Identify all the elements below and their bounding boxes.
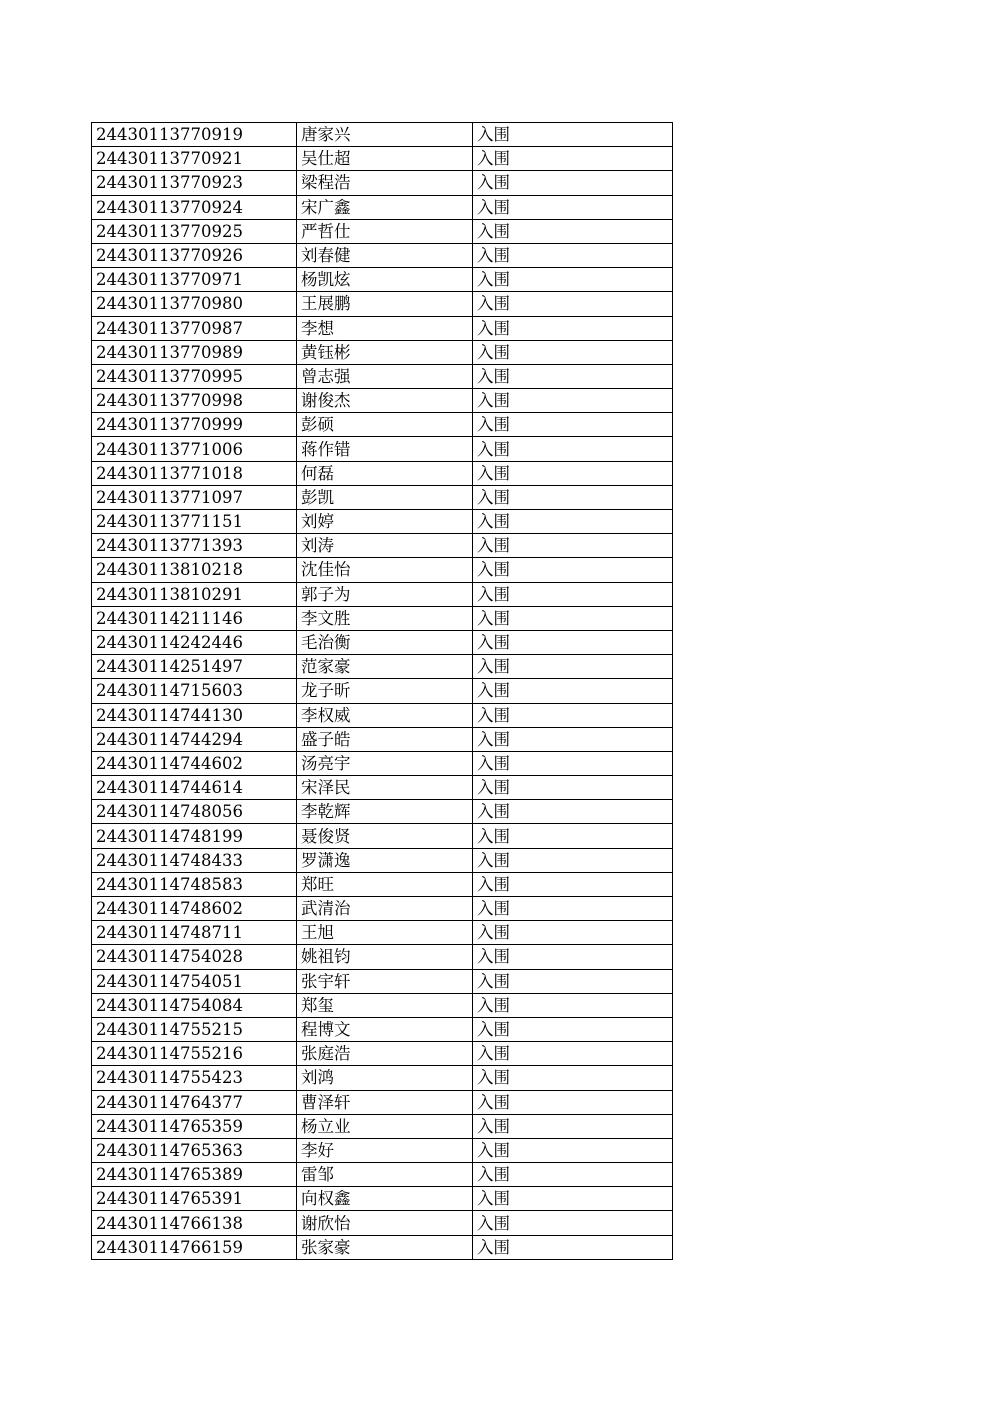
table-row [92, 461, 673, 485]
candidate-id-cell: 24430114744130 [92, 703, 297, 727]
candidate-id-cell: 24430114764377 [92, 1090, 297, 1114]
candidate-id-cell: 24430114766159 [92, 1235, 297, 1259]
status-cell: 入围 [473, 1235, 673, 1259]
candidate-name-cell: 李乾辉 [297, 800, 473, 824]
candidate-id-cell: 24430113770925 [92, 219, 297, 243]
status-cell: 入围 [473, 437, 673, 461]
candidate-id-cell: 24430114744602 [92, 751, 297, 775]
table-row [92, 1066, 673, 1090]
table-row [92, 243, 673, 267]
table-row [92, 848, 673, 872]
table-row [92, 123, 673, 147]
candidate-name-cell: 龙子昕 [297, 679, 473, 703]
candidate-name-cell: 张家豪 [297, 1235, 473, 1259]
table-row [92, 195, 673, 219]
candidate-id-cell: 24430113770924 [92, 195, 297, 219]
candidate-id-cell: 24430114744294 [92, 727, 297, 751]
candidate-name-cell: 宋广鑫 [297, 195, 473, 219]
table-row [92, 1017, 673, 1041]
status-cell: 入围 [473, 485, 673, 509]
table-row [92, 268, 673, 292]
table-row [92, 1235, 673, 1259]
candidate-name-cell: 严哲仕 [297, 219, 473, 243]
candidate-name-cell: 何磊 [297, 461, 473, 485]
table-row [92, 316, 673, 340]
table-row [92, 171, 673, 195]
status-cell: 入围 [473, 1017, 673, 1041]
candidate-name-cell: 武清治 [297, 897, 473, 921]
candidate-name-cell: 杨凯炫 [297, 268, 473, 292]
table-row [92, 655, 673, 679]
table-row [92, 147, 673, 171]
table-row [92, 630, 673, 654]
table-row [92, 800, 673, 824]
status-cell: 入围 [473, 534, 673, 558]
table-row [92, 292, 673, 316]
table-row [92, 824, 673, 848]
candidate-id-cell: 24430113770998 [92, 389, 297, 413]
table-row [92, 437, 673, 461]
status-cell: 入围 [473, 969, 673, 993]
status-cell: 入围 [473, 1114, 673, 1138]
candidate-name-cell: 张庭浩 [297, 1042, 473, 1066]
table-row [92, 703, 673, 727]
table-row [92, 1163, 673, 1187]
status-cell: 入围 [473, 776, 673, 800]
candidate-name-cell: 沈佳怡 [297, 558, 473, 582]
table-row [92, 413, 673, 437]
candidate-id-cell: 24430114748711 [92, 921, 297, 945]
candidate-id-cell: 24430114765391 [92, 1187, 297, 1211]
table-row [92, 485, 673, 509]
status-cell: 入围 [473, 1138, 673, 1162]
status-cell: 入围 [473, 824, 673, 848]
status-cell: 入围 [473, 1211, 673, 1235]
status-cell: 入围 [473, 703, 673, 727]
candidate-name-cell: 郭子为 [297, 582, 473, 606]
status-cell: 入围 [473, 921, 673, 945]
candidate-name-cell: 谢俊杰 [297, 389, 473, 413]
candidate-name-cell: 刘鸿 [297, 1066, 473, 1090]
candidate-name-cell: 蒋作错 [297, 437, 473, 461]
candidate-id-cell: 24430114748602 [92, 897, 297, 921]
table-row [92, 606, 673, 630]
candidate-name-cell: 唐家兴 [297, 123, 473, 147]
candidate-id-cell: 24430113770995 [92, 364, 297, 388]
candidate-id-cell: 24430113770971 [92, 268, 297, 292]
status-cell: 入围 [473, 606, 673, 630]
candidate-id-cell: 24430114755215 [92, 1017, 297, 1041]
candidate-name-cell: 郑玺 [297, 993, 473, 1017]
candidate-name-cell: 谢欣怡 [297, 1211, 473, 1235]
candidate-name-cell: 程博文 [297, 1017, 473, 1041]
status-cell: 入围 [473, 1066, 673, 1090]
candidate-id-cell: 24430114754051 [92, 969, 297, 993]
candidate-id-cell: 24430114251497 [92, 655, 297, 679]
candidate-id-cell: 24430113770926 [92, 243, 297, 267]
candidate-id-cell: 24430113810291 [92, 582, 297, 606]
status-cell: 入围 [473, 340, 673, 364]
status-cell: 入围 [473, 364, 673, 388]
candidate-id-cell: 24430114766138 [92, 1211, 297, 1235]
candidate-name-cell: 彭凯 [297, 485, 473, 509]
table-row [92, 679, 673, 703]
table-row [92, 389, 673, 413]
candidate-name-cell: 郑旺 [297, 872, 473, 896]
candidate-name-cell: 刘春健 [297, 243, 473, 267]
candidate-name-cell: 曾志强 [297, 364, 473, 388]
table-row [92, 534, 673, 558]
status-cell: 入围 [473, 123, 673, 147]
candidate-id-cell: 24430114755423 [92, 1066, 297, 1090]
candidate-name-cell: 彭硕 [297, 413, 473, 437]
table-row [92, 510, 673, 534]
status-cell: 入围 [473, 727, 673, 751]
table-row [92, 364, 673, 388]
candidate-id-cell: 24430114748199 [92, 824, 297, 848]
status-cell: 入围 [473, 147, 673, 171]
table-body [92, 123, 673, 1260]
candidate-name-cell: 吴仕超 [297, 147, 473, 171]
candidate-name-cell: 李想 [297, 316, 473, 340]
candidate-id-cell: 24430114755216 [92, 1042, 297, 1066]
table-row [92, 969, 673, 993]
status-cell: 入围 [473, 1187, 673, 1211]
status-cell: 入围 [473, 195, 673, 219]
candidate-name-cell: 姚祖钧 [297, 945, 473, 969]
candidate-id-cell: 24430113770980 [92, 292, 297, 316]
candidate-id-cell: 24430114748056 [92, 800, 297, 824]
candidate-id-cell: 24430114242446 [92, 630, 297, 654]
status-cell: 入围 [473, 510, 673, 534]
status-cell: 入围 [473, 945, 673, 969]
table-row [92, 1114, 673, 1138]
status-cell: 入围 [473, 872, 673, 896]
candidate-name-cell: 刘涛 [297, 534, 473, 558]
candidate-id-cell: 24430113771006 [92, 437, 297, 461]
candidate-id-cell: 24430113770989 [92, 340, 297, 364]
candidate-id-cell: 24430113810218 [92, 558, 297, 582]
table-row [92, 945, 673, 969]
status-cell: 入围 [473, 848, 673, 872]
candidate-id-cell: 24430113770999 [92, 413, 297, 437]
candidate-name-cell: 李权威 [297, 703, 473, 727]
status-cell: 入围 [473, 751, 673, 775]
candidate-id-cell: 24430113771097 [92, 485, 297, 509]
status-cell: 入围 [473, 582, 673, 606]
candidate-name-cell: 黄钰彬 [297, 340, 473, 364]
status-cell: 入围 [473, 1163, 673, 1187]
candidate-id-cell: 24430113771018 [92, 461, 297, 485]
table-row [92, 727, 673, 751]
table-row [92, 921, 673, 945]
candidate-id-cell: 24430114715603 [92, 679, 297, 703]
candidate-name-cell: 李好 [297, 1138, 473, 1162]
status-cell: 入围 [473, 679, 673, 703]
candidate-id-cell: 24430114765363 [92, 1138, 297, 1162]
candidate-id-cell: 24430114765389 [92, 1163, 297, 1187]
candidate-name-cell: 张宇轩 [297, 969, 473, 993]
status-cell: 入围 [473, 1042, 673, 1066]
results-table [91, 122, 673, 1260]
candidate-id-cell: 24430114748433 [92, 848, 297, 872]
table-row [92, 558, 673, 582]
candidate-id-cell: 24430113771151 [92, 510, 297, 534]
candidate-name-cell: 宋泽民 [297, 776, 473, 800]
status-cell: 入围 [473, 655, 673, 679]
candidate-id-cell: 24430114211146 [92, 606, 297, 630]
table-row [92, 219, 673, 243]
candidate-id-cell: 24430113770921 [92, 147, 297, 171]
candidate-name-cell: 聂俊贤 [297, 824, 473, 848]
candidate-name-cell: 杨立业 [297, 1114, 473, 1138]
candidate-id-cell: 24430113770919 [92, 123, 297, 147]
status-cell: 入围 [473, 316, 673, 340]
candidate-id-cell: 24430114754084 [92, 993, 297, 1017]
candidate-id-cell: 24430113770923 [92, 171, 297, 195]
table-row [92, 1187, 673, 1211]
candidate-name-cell: 梁程浩 [297, 171, 473, 195]
candidate-id-cell: 24430114748583 [92, 872, 297, 896]
status-cell: 入围 [473, 292, 673, 316]
table-row [92, 897, 673, 921]
candidate-name-cell: 王旭 [297, 921, 473, 945]
candidate-name-cell: 刘婷 [297, 510, 473, 534]
candidate-name-cell: 汤亮宇 [297, 751, 473, 775]
status-cell: 入围 [473, 1090, 673, 1114]
status-cell: 入围 [473, 171, 673, 195]
candidate-id-cell: 24430114765359 [92, 1114, 297, 1138]
candidate-name-cell: 毛治衡 [297, 630, 473, 654]
table-row [92, 776, 673, 800]
candidate-id-cell: 24430114744614 [92, 776, 297, 800]
table-row [92, 582, 673, 606]
status-cell: 入围 [473, 558, 673, 582]
status-cell: 入围 [473, 800, 673, 824]
candidate-name-cell: 罗潇逸 [297, 848, 473, 872]
status-cell: 入围 [473, 389, 673, 413]
candidate-name-cell: 向权鑫 [297, 1187, 473, 1211]
candidate-id-cell: 24430114754028 [92, 945, 297, 969]
candidate-name-cell: 雷邹 [297, 1163, 473, 1187]
candidate-id-cell: 24430113771393 [92, 534, 297, 558]
table-row [92, 1042, 673, 1066]
candidate-name-cell: 王展鹏 [297, 292, 473, 316]
table-row [92, 872, 673, 896]
status-cell: 入围 [473, 219, 673, 243]
status-cell: 入围 [473, 630, 673, 654]
table-row [92, 1090, 673, 1114]
candidate-name-cell: 曹泽轩 [297, 1090, 473, 1114]
table-row [92, 1211, 673, 1235]
table-row [92, 340, 673, 364]
status-cell: 入围 [473, 413, 673, 437]
table-row [92, 751, 673, 775]
table-row [92, 993, 673, 1017]
status-cell: 入围 [473, 461, 673, 485]
candidate-name-cell: 李文胜 [297, 606, 473, 630]
status-cell: 入围 [473, 993, 673, 1017]
candidate-id-cell: 24430113770987 [92, 316, 297, 340]
table-row [92, 1138, 673, 1162]
candidate-name-cell: 盛子皓 [297, 727, 473, 751]
status-cell: 入围 [473, 897, 673, 921]
status-cell: 入围 [473, 243, 673, 267]
candidate-name-cell: 范家豪 [297, 655, 473, 679]
status-cell: 入围 [473, 268, 673, 292]
